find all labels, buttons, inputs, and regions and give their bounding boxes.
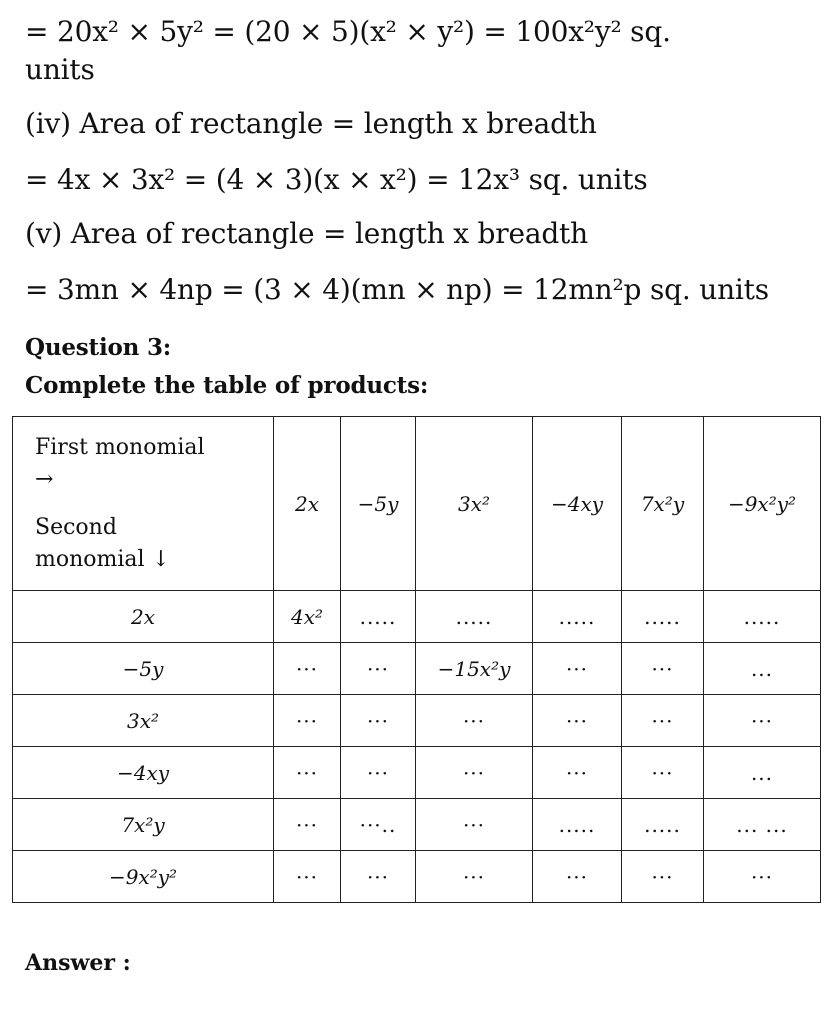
table-cell: ···	[704, 851, 821, 903]
column-header: 3x²	[416, 417, 533, 591]
table-cell: ···	[274, 643, 341, 695]
table-cell: .....	[533, 591, 622, 643]
units-line: units	[25, 53, 95, 86]
table-header-row	[13, 417, 821, 591]
table-cell: ...	[704, 643, 821, 695]
table-cell: ···	[341, 695, 416, 747]
table-cell: ···..	[341, 799, 416, 851]
table-cell: ···	[533, 851, 622, 903]
table-cell: ···	[341, 851, 416, 903]
second-monomial-label-2: monomial ↓	[35, 546, 170, 572]
table-row	[13, 591, 821, 643]
table-row	[13, 747, 821, 799]
part-v-heading: (v) Area of rectangle = length x breadth	[25, 217, 588, 250]
table-row	[13, 695, 821, 747]
question-number: Question 3:	[25, 334, 172, 361]
table-cell: ···	[416, 695, 533, 747]
equation-line-v: = 3mn × 4np = (3 × 4)(mn × np) = 12mn²p sq. units	[25, 273, 769, 306]
row-header: 3x²	[13, 695, 274, 747]
arrow-right-icon: →	[35, 466, 54, 492]
second-monomial-label: Second	[35, 514, 117, 540]
column-header: −9x²y²	[704, 417, 821, 591]
question-prompt: Complete the table of products:	[25, 372, 429, 399]
table-cell: ···	[341, 747, 416, 799]
column-header: 7x²y	[622, 417, 704, 591]
table-cell: ···	[274, 695, 341, 747]
table-cell: .....	[622, 799, 704, 851]
table-cell: ···	[622, 851, 704, 903]
table-cell: ···	[533, 747, 622, 799]
equation-line-1: = 20x² × 5y² = (20 × 5)(x² × y²) = 100x²y² sq.	[25, 15, 671, 48]
table-cell: ···	[704, 695, 821, 747]
column-header: −5y	[341, 417, 416, 591]
part-iv-heading: (iv) Area of rectangle = length x breadth	[25, 107, 597, 140]
row-header: −9x²y²	[13, 851, 274, 903]
table-row	[13, 799, 821, 851]
table-cell: ···	[622, 747, 704, 799]
table-row	[13, 851, 821, 903]
column-header: 2x	[274, 417, 341, 591]
table-cell: .....	[704, 591, 821, 643]
table-cell: ···	[533, 643, 622, 695]
row-header: 2x	[13, 591, 274, 643]
table-cell: ···	[274, 747, 341, 799]
table-cell: ···	[416, 799, 533, 851]
table-cell: ···	[274, 799, 341, 851]
table-cell: .....	[416, 591, 533, 643]
table-cell: −15x²y	[416, 643, 533, 695]
table-cell: ···	[622, 695, 704, 747]
table-cell: ···	[622, 643, 704, 695]
table-cell: .....	[622, 591, 704, 643]
table-cell: .....	[341, 591, 416, 643]
table-cell: ···	[274, 851, 341, 903]
table-cell: ···	[416, 851, 533, 903]
row-header: −4xy	[13, 747, 274, 799]
corner-header-cell	[13, 417, 274, 591]
table-row	[13, 643, 821, 695]
table-cell: ···	[533, 695, 622, 747]
table-cell: ... ...	[704, 799, 821, 851]
equation-line-iv: = 4x × 3x² = (4 × 3)(x × x²) = 12x³ sq. units	[25, 163, 648, 196]
row-header: 7x²y	[13, 799, 274, 851]
answer-label: Answer :	[25, 950, 131, 976]
first-monomial-label: First monomial	[35, 434, 205, 460]
table-cell: ···	[416, 747, 533, 799]
table-cell: .....	[533, 799, 622, 851]
column-header: −4xy	[533, 417, 622, 591]
table-cell: ···	[341, 643, 416, 695]
products-table	[12, 416, 821, 903]
row-header: −5y	[13, 643, 274, 695]
table-cell: 4x²	[274, 591, 341, 643]
table-cell: ...	[704, 747, 821, 799]
